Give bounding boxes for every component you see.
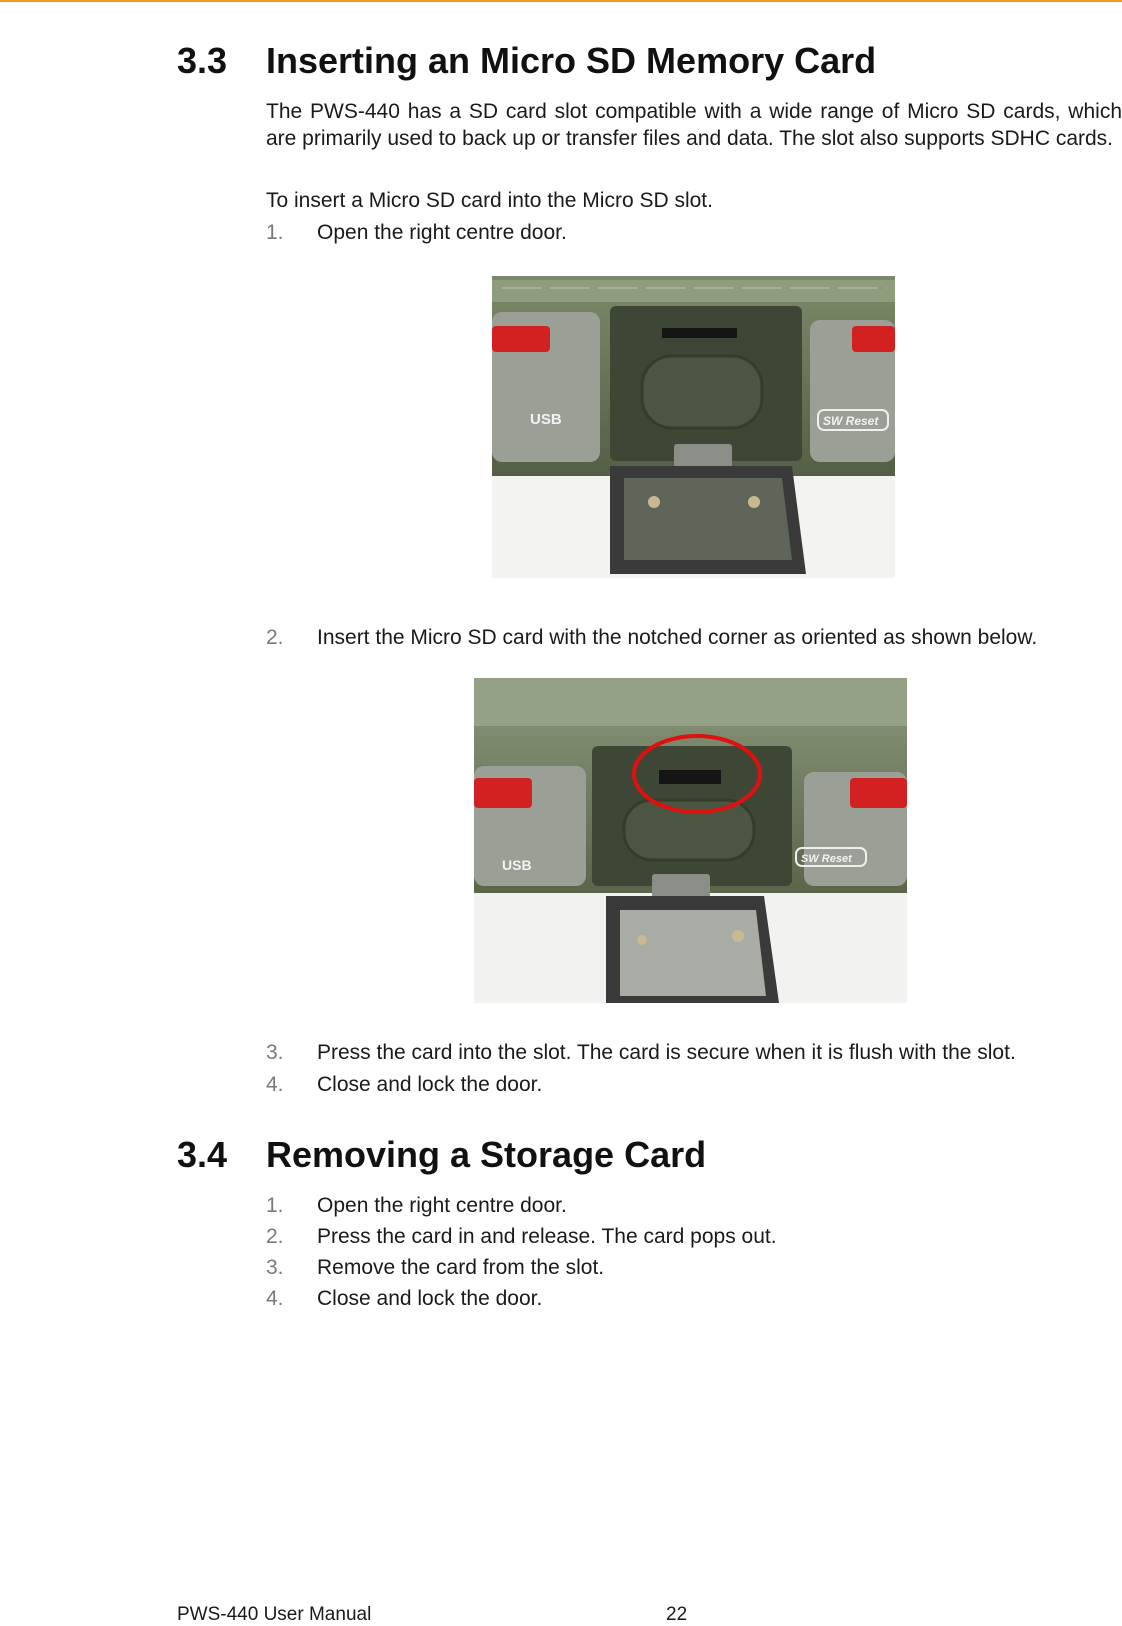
step-number: 2. [266,1225,284,1248]
header-rule [0,0,1122,2]
section-heading-3-4 [177,1134,706,1176]
step-text: Remove the card from the slot. [317,1256,605,1279]
list-item [266,1073,542,1097]
sw-reset-label: SW Reset [823,414,879,428]
step-number: 1. [266,221,284,244]
step-text: Press the card into the slot. The card is secure when it is flush with the slot. [317,1041,1016,1064]
section-number: 3.4 [177,1134,228,1175]
step-text: Close and lock the door. [317,1073,543,1096]
step-number: 4. [266,1073,284,1096]
step-text: Open the right centre door. [317,1194,567,1217]
step-text: Close and lock the door. [317,1287,543,1310]
device-photo-door-open [492,276,895,578]
sw-reset-label: SW Reset [801,853,852,865]
list-item [266,1225,777,1249]
list-item [266,1041,1016,1065]
footer-manual-title: PWS-440 User Manual [177,1604,372,1625]
list-item [266,626,1037,650]
step-number: 3. [266,1041,284,1064]
step-number: 4. [266,1287,284,1310]
usb-label: USB [502,857,532,873]
section-heading-3-3 [177,40,876,82]
step-text: Open the right centre door. [317,221,567,244]
section-title: Inserting an Micro SD Memory Card [266,40,877,81]
intro-paragraph: The PWS-440 has a SD card slot compatible with a wide range of Micro SD cards, which are primarily used to back up or transfer files and data. The slot also supports SDHC cards. [266,100,1122,150]
list-item [266,1256,604,1280]
list-item [266,221,567,245]
section-number: 3.3 [177,40,228,81]
device-photo-card-inserted [474,678,907,1003]
lead-paragraph: To insert a Micro SD card into the Micro SD slot. [266,189,713,212]
step-number: 3. [266,1256,284,1279]
step-text: Insert the Micro SD card with the notched corner as oriented as shown below. [317,626,1038,649]
step-text: Press the card in and release. The card pops out. [317,1225,777,1248]
step-number: 2. [266,626,284,649]
list-item [266,1194,567,1218]
usb-label: USB [530,411,562,428]
list-item [266,1287,542,1311]
section-title: Removing a Storage Card [266,1134,707,1175]
footer-page-number: 22 [666,1604,688,1625]
step-number: 1. [266,1194,284,1217]
